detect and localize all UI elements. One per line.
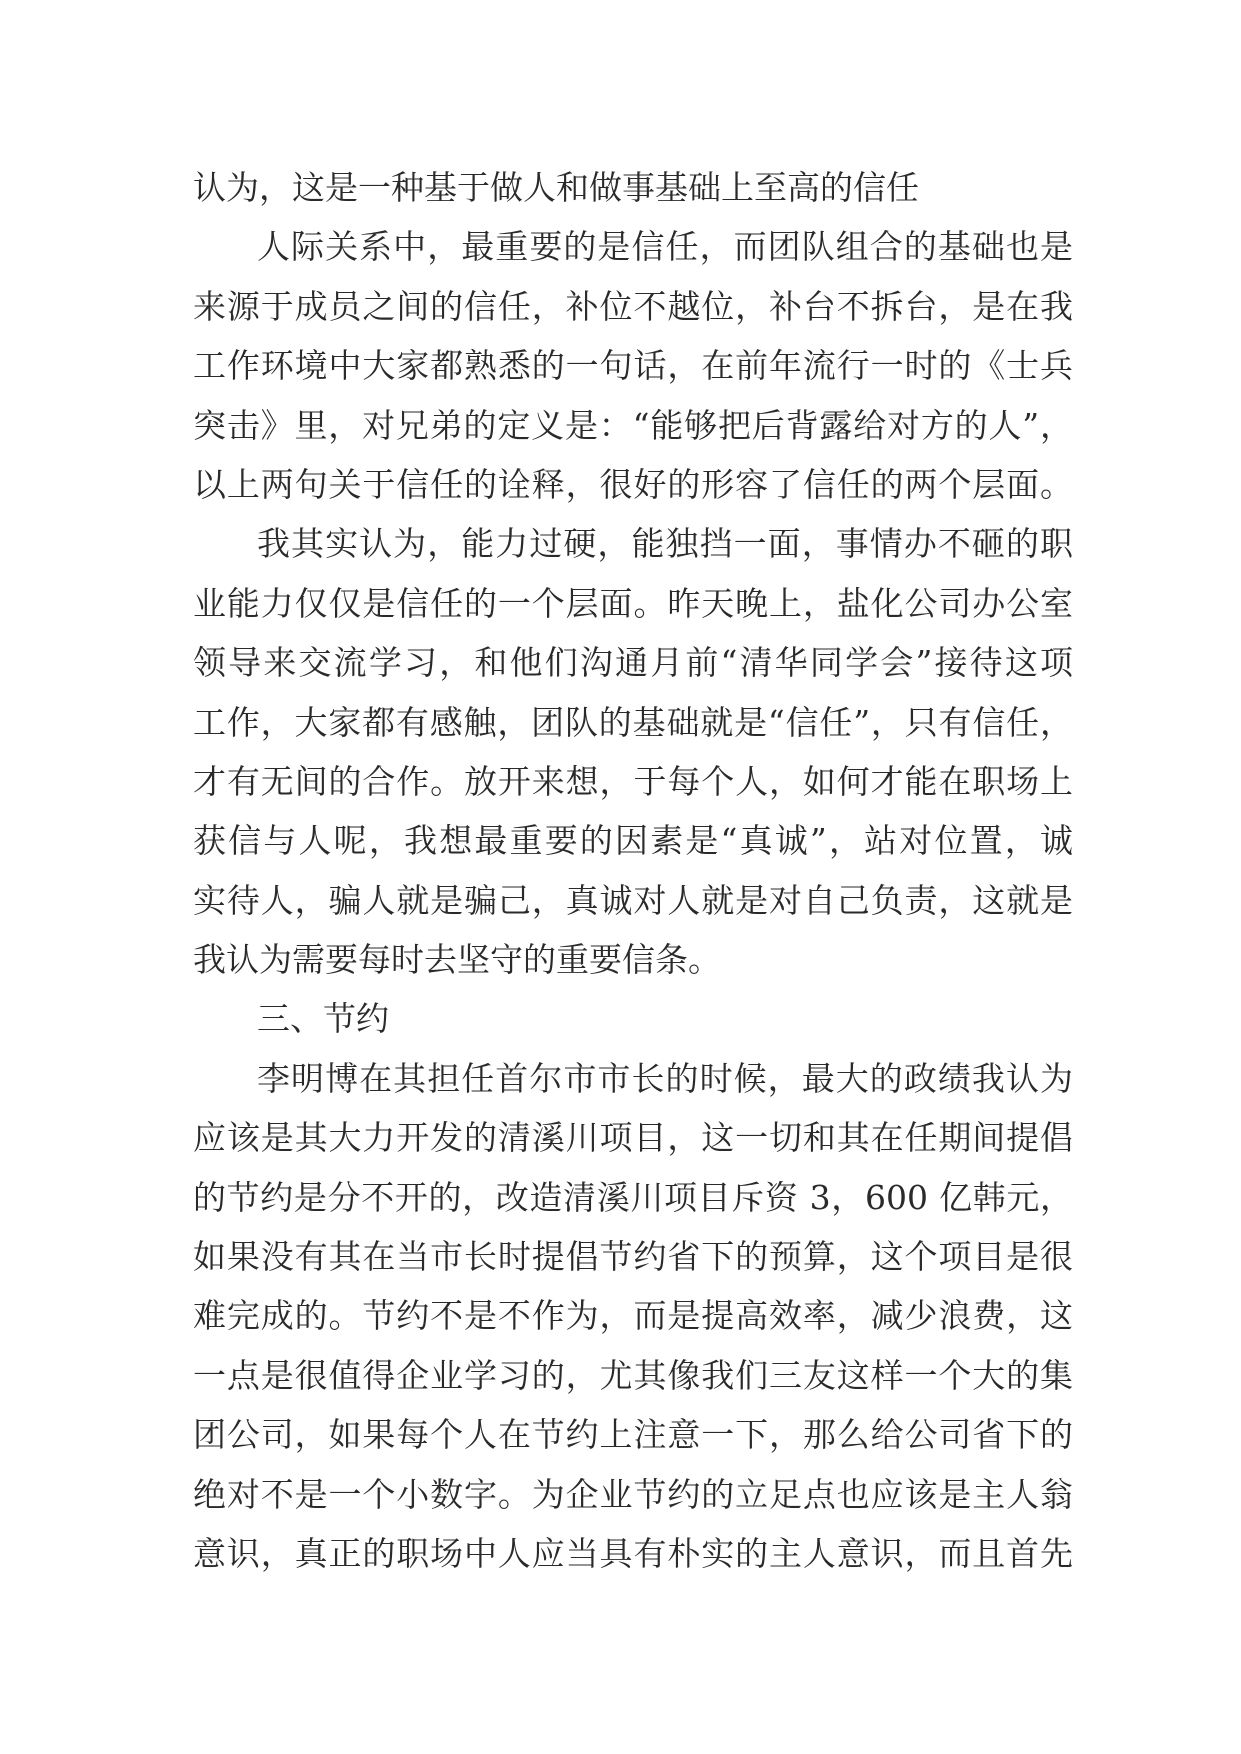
- text-line: 难完成的。节约不是不作为，而是提高效率，减少浪费，这: [193, 1296, 1073, 1336]
- text-line: 实待人，骗人就是骗己，真诚对人就是对自己负责，这就是: [193, 880, 1073, 920]
- text-line: 人际关系中，最重要的是信任，而团队组合的基础也是: [257, 227, 1073, 267]
- text-line: 业能力仅仅是信任的一个层面。昨天晚上，盐化公司办公室: [193, 583, 1073, 623]
- text-line: 以上两句关于信任的诠释，很好的形容了信任的两个层面。: [193, 464, 1073, 504]
- text-line: 工作，大家都有感触，团队的基础就是“信任”，只有信任，: [193, 702, 1073, 742]
- text-line: 的节约是分不开的，改造清溪川项目斥资 3，600 亿韩元，: [193, 1177, 1073, 1217]
- body-text: [193, 158, 1073, 1583]
- text-line: 绝对不是一个小数字。为企业节约的立足点也应该是主人翁: [193, 1474, 1073, 1514]
- text-line: 我其实认为，能力过硬，能独挡一面，事情办不砸的职: [257, 524, 1073, 564]
- text-line: 突击》里，对兄弟的定义是：“能够把后背露给对方的人”，: [193, 405, 1073, 445]
- text-line: 才有无间的合作。放开来想，于每个人，如何才能在职场上: [193, 761, 1073, 801]
- text-line: 我认为需要每时去坚守的重要信条。: [193, 940, 721, 980]
- text-line: 认为，这是一种基于做人和做事基础上至高的信任: [193, 168, 919, 207]
- section-heading: 三、节约: [257, 999, 389, 1039]
- text-line: 意识，真正的职场中人应当具有朴实的主人意识，而且首先: [193, 1533, 1073, 1573]
- text-line: 领导来交流学习，和他们沟通月前“清华同学会”接待这项: [193, 643, 1073, 683]
- text-line: 获信与人呢，我想最重要的因素是“真诚”，站对位置，诚: [193, 821, 1073, 861]
- text-line: 来源于成员之间的信任，补位不越位，补台不拆台，是在我: [193, 286, 1073, 326]
- text-line: 李明博在其担任首尔市市长的时候，最大的政绩我认为: [257, 1058, 1073, 1098]
- text-line: 工作环境中大家都熟悉的一句话，在前年流行一时的《士兵: [193, 346, 1073, 386]
- text-line: 一点是很值得企业学习的，尤其像我们三友这样一个大的集: [193, 1355, 1073, 1395]
- text-line: 如果没有其在当市长时提倡节约省下的预算，这个项目是很: [193, 1237, 1073, 1277]
- text-line: 应该是其大力开发的清溪川项目，这一切和其在任期间提倡: [193, 1118, 1073, 1158]
- text-line: 团公司，如果每个人在节约上注意一下，那么给公司省下的: [193, 1415, 1073, 1455]
